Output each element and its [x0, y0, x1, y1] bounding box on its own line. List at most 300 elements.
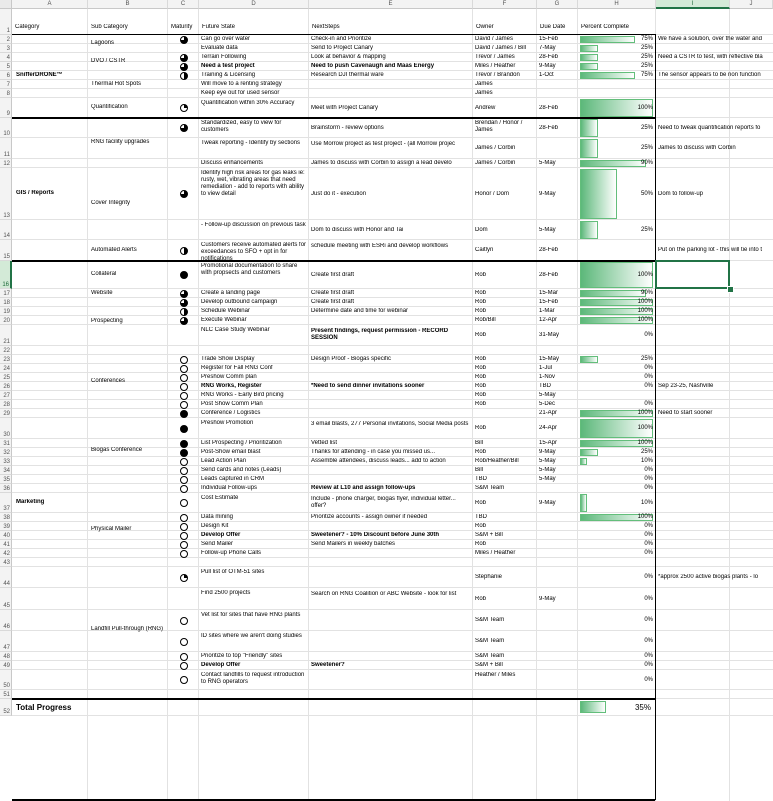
- owner[interactable]: S&M Team: [475, 653, 505, 659]
- owner[interactable]: Rob: [475, 401, 487, 407]
- owner[interactable]: TBD: [475, 476, 487, 482]
- note[interactable]: Need to tweak quantification reports fo: [658, 124, 761, 131]
- owner[interactable]: S&M Team: [475, 638, 505, 644]
- future-state[interactable]: Develop Offer: [201, 532, 241, 538]
- percent-complete[interactable]: 10%: [640, 499, 653, 506]
- owner[interactable]: Miles / Heather: [475, 63, 516, 69]
- progress-bar: [580, 45, 598, 52]
- row-header[interactable]: 17: [0, 289, 12, 298]
- owner[interactable]: Bill: [475, 440, 484, 446]
- percent-complete[interactable]: 100%: [637, 308, 653, 314]
- percent-complete[interactable]: 0%: [644, 467, 653, 473]
- next-steps[interactable]: Use Morrow project as test project - (all Morrow projec: [311, 141, 456, 147]
- owner[interactable]: TBD: [475, 514, 487, 520]
- due-date[interactable]: 28-Feb: [539, 271, 559, 278]
- future-state[interactable]: Register for Fall RNG Conf: [201, 365, 273, 371]
- percent-complete[interactable]: 100%: [637, 104, 653, 111]
- progress-bar: [580, 458, 587, 465]
- future-state[interactable]: Identify high risk areas for gas leaks ie: rusty, wet, vibrating areas that need remediation - add to reports with ability to view detail: [201, 170, 305, 197]
- column-header[interactable]: C: [168, 0, 199, 9]
- note[interactable]: James to discuss with Corbin: [658, 145, 736, 151]
- owner[interactable]: Rob: [475, 523, 487, 529]
- row-header[interactable]: 7: [0, 80, 12, 89]
- grid-row-line: [12, 417, 773, 418]
- row-header[interactable]: 13: [0, 168, 12, 220]
- column-header[interactable]: F: [473, 0, 537, 9]
- future-state[interactable]: NLC Case Study Webinar: [201, 327, 270, 333]
- note[interactable]: Need a CSTR to test, with reflective bla: [658, 54, 763, 60]
- owner[interactable]: Rob: [475, 449, 487, 455]
- row-header[interactable]: 16: [0, 261, 12, 289]
- next-steps[interactable]: Create first draft: [311, 271, 355, 278]
- future-state[interactable]: Individual Follow-ups: [201, 485, 258, 491]
- header-maturity: Maturity: [171, 24, 193, 30]
- next-steps[interactable]: Research DJI thermal ware: [311, 72, 384, 78]
- next-steps[interactable]: 3 email blasts, 277 Personal invitations, Social Media posts: [311, 421, 469, 427]
- percent-complete[interactable]: 0%: [644, 523, 653, 529]
- row-header[interactable]: 47: [0, 631, 12, 652]
- owner[interactable]: James: [475, 90, 493, 96]
- owner[interactable]: Rob: [475, 425, 487, 431]
- owner[interactable]: Caitlyn: [475, 247, 494, 253]
- row-header[interactable]: 28: [0, 400, 12, 409]
- future-state[interactable]: ID sites where we aren't doing studies: [201, 633, 302, 639]
- row-header[interactable]: 9: [0, 98, 12, 118]
- future-state[interactable]: Promotional documentation to share with propsects and customers: [201, 263, 298, 276]
- row-header[interactable]: 46: [0, 610, 12, 631]
- next-steps[interactable]: Present findings, request permission - RECORD SESSION: [311, 328, 449, 341]
- future-state[interactable]: RNG Works, Register: [201, 383, 262, 389]
- percent-complete[interactable]: 0%: [644, 676, 653, 683]
- next-steps[interactable]: *Need to send dinner invitations sooner: [311, 383, 425, 389]
- owner[interactable]: Bill: [475, 467, 484, 473]
- percent-complete[interactable]: 0%: [644, 532, 653, 538]
- owner[interactable]: Rob/Heather/Bill: [475, 458, 519, 464]
- future-state[interactable]: Terrain Following: [201, 54, 247, 60]
- column-header[interactable]: A: [12, 0, 88, 9]
- due-date[interactable]: 12-Apr: [539, 317, 558, 323]
- row-header[interactable]: 49: [0, 661, 12, 670]
- percent-complete[interactable]: 100%: [637, 271, 653, 278]
- row-header[interactable]: 15: [0, 240, 12, 261]
- note[interactable]: The sensor appears to be non function: [658, 72, 761, 78]
- row-header[interactable]: 44: [0, 567, 12, 588]
- percent-complete[interactable]: 100%: [637, 299, 653, 305]
- future-state[interactable]: Quantification within 30% Accuracy: [201, 100, 295, 106]
- next-steps[interactable]: Meet with Project Canary: [311, 104, 379, 111]
- due-date[interactable]: 1-Mar: [539, 308, 555, 314]
- percent-complete[interactable]: 0%: [644, 662, 653, 668]
- due-date[interactable]: 21-Apr: [539, 410, 558, 416]
- due-date[interactable]: 15-Mar: [539, 290, 559, 296]
- due-date[interactable]: 9-May: [539, 63, 556, 69]
- owner[interactable]: Rob: [475, 499, 487, 506]
- percent-complete[interactable]: 0%: [644, 574, 653, 580]
- future-state[interactable]: Evaluate data: [201, 45, 238, 51]
- percent-complete[interactable]: 0%: [644, 383, 653, 389]
- next-steps[interactable]: Include - phone charger, biogas flyer, individual letter... offer?: [311, 496, 456, 509]
- future-state[interactable]: Design Kit: [201, 523, 229, 529]
- row-header[interactable]: 3: [0, 44, 12, 53]
- maturity-indicator: [180, 662, 188, 670]
- owner[interactable]: Rob: [475, 392, 487, 398]
- next-steps[interactable]: Dom to discuss with Honor and Tai: [311, 226, 404, 233]
- column-header[interactable]: B: [88, 0, 168, 9]
- column-header[interactable]: I: [656, 0, 730, 9]
- owner[interactable]: Rob: [475, 541, 487, 547]
- percent-complete[interactable]: 100%: [637, 514, 653, 520]
- note[interactable]: *approx 2500 active biogas plants - lo: [658, 574, 759, 580]
- row-header[interactable]: 33: [0, 457, 12, 466]
- column-header[interactable]: H: [578, 0, 656, 9]
- future-state[interactable]: Execute Webinar: [201, 317, 247, 323]
- maturity-indicator: [180, 365, 188, 373]
- percent-complete[interactable]: 0%: [644, 653, 653, 659]
- maturity-indicator: [180, 499, 188, 507]
- maturity-indicator: [180, 383, 188, 391]
- column-header[interactable]: J: [730, 0, 773, 9]
- row-header[interactable]: 35: [0, 475, 12, 484]
- percent-complete[interactable]: 0%: [644, 401, 653, 407]
- owner[interactable]: Rob: [475, 356, 487, 362]
- note[interactable]: Need to start sooner: [658, 410, 713, 416]
- owner[interactable]: Rob: [475, 299, 487, 305]
- future-state[interactable]: Customers receive automated alerts for exceedances to SFO + opt in for notifications: [201, 242, 307, 262]
- row-header[interactable]: 25: [0, 373, 12, 382]
- future-state[interactable]: Follow-up Phone Calls: [201, 550, 262, 556]
- percent-complete[interactable]: 0%: [644, 541, 653, 547]
- due-date[interactable]: 1-Oct: [539, 72, 554, 78]
- owner[interactable]: Heather / Miles: [475, 672, 516, 678]
- row-header[interactable]: 51: [0, 690, 12, 699]
- fill-handle[interactable]: [727, 286, 734, 293]
- due-date[interactable]: 5-May: [539, 476, 556, 482]
- owner[interactable]: Rob: [475, 332, 487, 338]
- row-header[interactable]: 18: [0, 298, 12, 307]
- maturity-indicator: [180, 124, 188, 132]
- owner[interactable]: S&M Team: [475, 485, 505, 491]
- owner[interactable]: David / James / Bill: [475, 45, 527, 51]
- next-steps[interactable]: Design Proof - Biogas specific: [311, 356, 392, 362]
- due-date[interactable]: 28-Feb: [539, 247, 559, 253]
- due-date[interactable]: 9-May: [539, 595, 556, 602]
- row-header[interactable]: 30: [0, 418, 12, 439]
- row-header[interactable]: 50: [0, 670, 12, 690]
- subcategory: Thermal Hot Spots: [91, 80, 142, 87]
- percent-complete[interactable]: 25%: [640, 449, 653, 455]
- due-date[interactable]: 9-May: [539, 499, 556, 506]
- maturity-indicator: [180, 574, 188, 582]
- future-state[interactable]: Need a test project: [201, 63, 255, 69]
- maturity-indicator: [180, 374, 188, 382]
- future-state[interactable]: List Prospecting / Prioritization: [201, 440, 282, 446]
- row-header[interactable]: 4: [0, 53, 12, 62]
- select-all-corner[interactable]: [0, 0, 12, 9]
- owner[interactable]: Rob: [475, 271, 487, 278]
- owner[interactable]: James / Corbin: [475, 145, 516, 151]
- percent-complete[interactable]: 0%: [644, 550, 653, 556]
- row-header[interactable]: 24: [0, 364, 12, 373]
- owner[interactable]: Rob: [475, 374, 487, 380]
- future-state[interactable]: Discuss enhancements: [201, 160, 264, 166]
- future-state[interactable]: Cost Estimate: [201, 495, 239, 501]
- grid-row-line: [12, 372, 773, 373]
- future-state[interactable]: Send cards and notes (Leads): [201, 467, 282, 473]
- future-state[interactable]: Post-Show email blast: [201, 449, 261, 455]
- next-steps[interactable]: Sweetener?: [311, 662, 345, 668]
- owner[interactable]: James / Corbin: [475, 160, 516, 166]
- next-steps[interactable]: Vetted list: [311, 440, 338, 446]
- percent-complete[interactable]: 25%: [640, 145, 653, 151]
- grid-row-line: [12, 651, 773, 652]
- progress-bar: [580, 63, 598, 70]
- percent-complete[interactable]: 0%: [644, 332, 653, 338]
- next-steps[interactable]: Look at behavior & mapping: [311, 54, 386, 60]
- percent-complete[interactable]: 100%: [637, 440, 653, 446]
- note[interactable]: We have a solution, over the water and: [658, 36, 762, 42]
- percent-complete[interactable]: 0%: [644, 485, 653, 491]
- percent-complete[interactable]: 90%: [640, 160, 653, 166]
- future-state[interactable]: Find 2500 projects: [201, 590, 251, 596]
- section-border: [12, 34, 655, 35]
- next-steps[interactable]: Just do it - execution: [311, 190, 367, 197]
- owner[interactable]: Brendan / Honor / James: [475, 120, 523, 133]
- maturity-indicator: [180, 523, 188, 531]
- percent-complete[interactable]: 90%: [640, 290, 653, 296]
- percent-complete[interactable]: 75%: [640, 36, 653, 42]
- percent-complete[interactable]: 75%: [640, 72, 653, 78]
- row-header[interactable]: 52: [0, 699, 12, 716]
- percent-complete[interactable]: 0%: [644, 595, 653, 602]
- due-date[interactable]: 24-Apr: [539, 425, 558, 431]
- percent-complete[interactable]: 25%: [640, 226, 653, 233]
- row-header[interactable]: 22: [0, 346, 12, 355]
- row-header[interactable]: 36: [0, 484, 12, 493]
- due-date[interactable]: 7-May: [539, 45, 556, 51]
- percent-complete[interactable]: 25%: [640, 63, 653, 69]
- row-header[interactable]: 11: [0, 138, 12, 159]
- future-state[interactable]: Pull list of OTM-51 sites: [201, 569, 265, 575]
- next-steps[interactable]: Search on RNG Coalition or ABC Website - look for list: [311, 591, 457, 597]
- owner[interactable]: S&M + Bill: [475, 662, 503, 668]
- due-date[interactable]: 15-Feb: [539, 36, 559, 42]
- due-date[interactable]: 15-May: [539, 356, 560, 362]
- future-state[interactable]: Training & Licensing: [201, 72, 256, 78]
- grid-row-line: [12, 587, 773, 588]
- owner[interactable]: S&M Team: [475, 617, 505, 623]
- percent-complete[interactable]: 0%: [644, 617, 653, 623]
- row-header[interactable]: 45: [0, 588, 12, 610]
- next-steps[interactable]: Brainstorm - review options: [311, 124, 384, 131]
- next-steps[interactable]: Sweetener? - 10% Discount before June 30th: [311, 532, 440, 538]
- percent-complete[interactable]: 0%: [644, 365, 653, 371]
- next-steps[interactable]: Check-in and Prioritize: [311, 36, 372, 42]
- subcategory: Collateral: [91, 271, 117, 277]
- due-date[interactable]: 5-May: [539, 226, 556, 233]
- future-state[interactable]: Develop outbound campaign: [201, 299, 278, 305]
- future-state[interactable]: Create a landing page: [201, 290, 261, 296]
- due-date[interactable]: 15-Feb: [539, 299, 559, 305]
- due-date[interactable]: 5-May: [539, 160, 556, 166]
- progress-bar: [580, 356, 598, 363]
- next-steps[interactable]: Send to Project Canary: [311, 45, 374, 51]
- grid-col-line: [536, 9, 537, 801]
- owner[interactable]: Honor / Dom: [475, 190, 510, 197]
- due-date[interactable]: 15-Apr: [539, 440, 558, 446]
- row-header[interactable]: 40: [0, 531, 12, 540]
- row-header[interactable]: 41: [0, 540, 12, 549]
- row-header[interactable]: 48: [0, 652, 12, 661]
- next-steps[interactable]: Review at L10 and assign follow-ups: [311, 485, 416, 491]
- owner[interactable]: David / James: [475, 36, 514, 42]
- due-date[interactable]: 28-Feb: [539, 54, 559, 60]
- percent-complete[interactable]: 100%: [637, 425, 653, 431]
- row-header[interactable]: 42: [0, 549, 12, 558]
- row-header[interactable]: 10: [0, 118, 12, 138]
- next-steps[interactable]: Prioritize accounts - assign owner if needed: [311, 514, 428, 520]
- due-date[interactable]: 1-Jul: [539, 365, 553, 371]
- column-header[interactable]: E: [309, 0, 473, 9]
- future-state[interactable]: Trade Show Display: [201, 356, 255, 362]
- next-steps[interactable]: Create first draft: [311, 290, 355, 296]
- next-steps[interactable]: Determine date and time for webinar: [311, 308, 409, 314]
- percent-complete[interactable]: 25%: [640, 124, 653, 131]
- row-header[interactable]: 2: [0, 35, 12, 44]
- header-percent_complete: Percent Complete: [581, 24, 630, 30]
- future-state[interactable]: Preshow Promotion: [201, 420, 254, 426]
- note[interactable]: Put on the parking lot - this will tie into t: [658, 247, 763, 253]
- selected-cell[interactable]: [655, 260, 730, 289]
- next-steps[interactable]: Thanks for attending - in case you missed us...: [311, 449, 436, 455]
- row-header[interactable]: 38: [0, 513, 12, 522]
- percent-complete[interactable]: 25%: [640, 54, 653, 60]
- row-header[interactable]: 8: [0, 89, 12, 98]
- owner[interactable]: Rob: [475, 383, 487, 389]
- due-date[interactable]: 9-May: [539, 190, 556, 197]
- due-date[interactable]: 5-May: [539, 467, 556, 473]
- row-header[interactable]: 43: [0, 558, 12, 567]
- future-state[interactable]: RNG Works - Early Bird pricing: [201, 392, 284, 398]
- row-header[interactable]: 6: [0, 71, 12, 80]
- future-state[interactable]: Schedule Webinar: [201, 308, 250, 314]
- owner[interactable]: Trevor / James: [475, 54, 515, 60]
- percent-complete[interactable]: 0%: [644, 638, 653, 644]
- percent-complete[interactable]: 50%: [640, 190, 653, 197]
- future-state[interactable]: Prioritize to top "Friendly" sites: [201, 653, 283, 659]
- row-header[interactable]: 19: [0, 307, 12, 316]
- next-steps[interactable]: James to discuss with Corbin to assign a lead develo: [311, 160, 452, 166]
- future-state[interactable]: - Follow-up discussion on previous task: [201, 222, 306, 228]
- next-steps[interactable]: schedule meeting with ESRi and develop workflows: [311, 243, 449, 249]
- due-date[interactable]: 28-Feb: [539, 104, 559, 111]
- maturity-indicator: [180, 449, 188, 457]
- owner[interactable]: Rob: [475, 365, 487, 371]
- owner[interactable]: Rob: [475, 290, 487, 296]
- future-state[interactable]: Tweak reporting - Identify by sections: [201, 140, 301, 146]
- row-header[interactable]: 39: [0, 522, 12, 531]
- future-state[interactable]: Post Show Comm Plan: [201, 401, 263, 407]
- future-state[interactable]: Send Mailer: [201, 541, 234, 547]
- due-date[interactable]: 5-May: [539, 458, 556, 464]
- owner[interactable]: Rob: [475, 595, 487, 602]
- next-steps[interactable]: Assemble attendees, discuss leads... add to action: [311, 458, 446, 464]
- owner[interactable]: S&M + Bill: [475, 532, 503, 538]
- future-state[interactable]: Vet list for sites that have RNG plants: [201, 612, 301, 618]
- owner[interactable]: Dom: [475, 226, 488, 233]
- row-header[interactable]: 26: [0, 382, 12, 391]
- due-date[interactable]: 9-May: [539, 449, 556, 455]
- maturity-indicator: [180, 653, 188, 661]
- row-header[interactable]: 29: [0, 409, 12, 418]
- due-date[interactable]: 31-May: [539, 332, 560, 338]
- row-header[interactable]: 37: [0, 493, 12, 513]
- future-state[interactable]: Can go over water: [201, 36, 251, 42]
- next-steps[interactable]: Need to push Cavenaugh and Maas Energy: [311, 63, 435, 69]
- column-header[interactable]: D: [199, 0, 309, 9]
- row-header[interactable]: 27: [0, 391, 12, 400]
- row-header[interactable]: 34: [0, 466, 12, 475]
- percent-complete[interactable]: 0%: [644, 476, 653, 482]
- due-date[interactable]: 28-Feb: [539, 124, 559, 131]
- next-steps[interactable]: Send Mailers in weekly batches: [311, 541, 396, 547]
- row-header[interactable]: 21: [0, 325, 12, 346]
- percent-complete[interactable]: 0%: [644, 374, 653, 380]
- owner[interactable]: Stephanie: [475, 574, 503, 580]
- owner[interactable]: Rob/Bill: [475, 317, 496, 323]
- due-date[interactable]: 5-May: [539, 392, 556, 398]
- due-date[interactable]: 1-Nov: [539, 374, 556, 380]
- row-header[interactable]: 20: [0, 316, 12, 325]
- row-header[interactable]: 12: [0, 159, 12, 168]
- future-state[interactable]: Keep eye out for used sensor: [201, 90, 280, 96]
- row-header[interactable]: 1: [0, 9, 12, 35]
- due-date[interactable]: TBD: [539, 383, 551, 389]
- owner[interactable]: Trevor / Brandon: [475, 72, 520, 78]
- owner[interactable]: Andrew: [475, 104, 496, 111]
- percent-complete[interactable]: 25%: [640, 45, 653, 51]
- future-state[interactable]: Develop Offer: [201, 662, 241, 668]
- note[interactable]: Sep 23-25, Nashville: [658, 383, 714, 389]
- future-state[interactable]: Lead Action Plan: [201, 458, 247, 464]
- percent-complete[interactable]: 100%: [637, 317, 653, 323]
- grid-row-line: [12, 88, 773, 89]
- row-header[interactable]: 14: [0, 220, 12, 240]
- row-header[interactable]: 23: [0, 355, 12, 364]
- future-state[interactable]: Data mining: [201, 514, 234, 520]
- future-state[interactable]: Leads captured in CRM: [201, 476, 265, 482]
- future-state[interactable]: Will move to a renting strategy: [201, 81, 282, 87]
- future-state[interactable]: Preshow Comm plan: [201, 374, 257, 380]
- note[interactable]: Dom to follow-up: [658, 190, 704, 197]
- owner[interactable]: James: [475, 81, 493, 87]
- due-date[interactable]: 5-Dec: [539, 401, 556, 407]
- next-steps[interactable]: Create first draft: [311, 299, 355, 305]
- future-state[interactable]: Standardized, easy to view for customers: [201, 120, 282, 133]
- row-header[interactable]: 31: [0, 439, 12, 448]
- column-header[interactable]: G: [537, 0, 578, 9]
- future-state[interactable]: Conference / Logistics: [201, 410, 261, 416]
- future-state[interactable]: Contact landfills to request introduction to RNG operators: [201, 672, 305, 685]
- maturity-indicator: [180, 356, 188, 364]
- percent-complete[interactable]: 100%: [637, 410, 653, 416]
- percent-complete[interactable]: 10%: [640, 458, 653, 464]
- row-header[interactable]: 5: [0, 62, 12, 71]
- subcategory: Lagoons: [91, 40, 115, 46]
- owner[interactable]: Miles / Heather: [475, 550, 516, 556]
- owner[interactable]: Rob: [475, 308, 487, 314]
- percent-complete[interactable]: 25%: [640, 356, 653, 362]
- row-header[interactable]: 32: [0, 448, 12, 457]
